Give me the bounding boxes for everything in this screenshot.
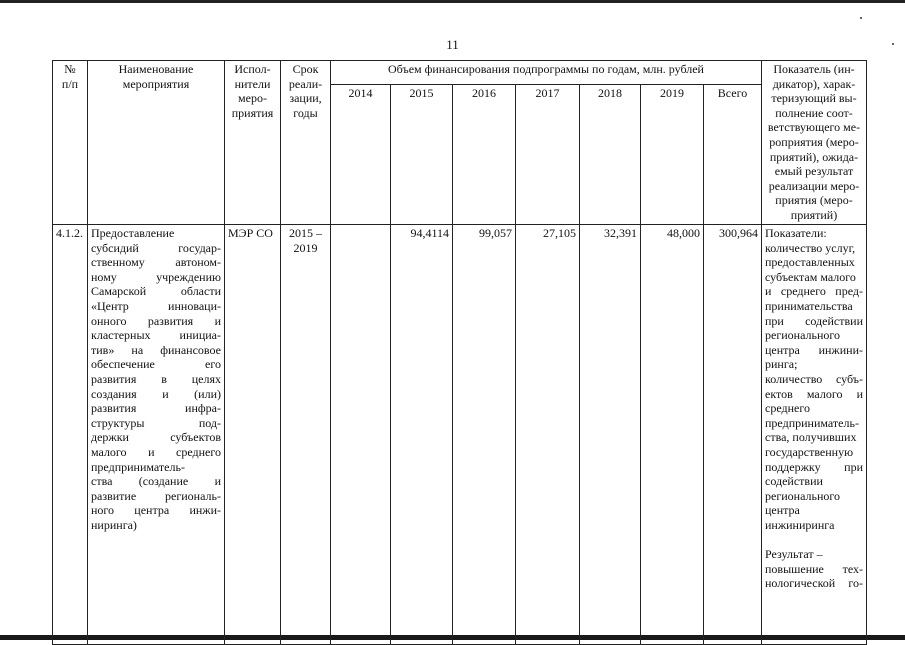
row-name-line: субсидий государ- [91, 240, 221, 255]
row-name-line: обеспечение его [91, 357, 221, 372]
row-name-line: «Центр инноваци- [91, 298, 221, 313]
row-indicator-line: регионального [765, 328, 841, 343]
header-executors-line: нители [234, 76, 271, 91]
row-indicator-line: регионального [765, 488, 841, 503]
header-term-line: зации, [289, 91, 322, 106]
header-name [88, 61, 225, 225]
row-executor: МЭР СО [225, 225, 281, 645]
row-indicator-line: при содействии [765, 313, 863, 328]
header-total: Всего [704, 85, 762, 225]
header-num [53, 61, 88, 225]
row-num: 4.1.2. [53, 225, 88, 645]
row-value-2019: 48,000 [641, 225, 704, 645]
row-indicator-line: Показатели: [765, 226, 827, 240]
header-funding-title: Объем финансирования подпрограммы по годам, млн. рублей [331, 61, 762, 85]
header-year-2019: 2019 [641, 85, 704, 225]
row-indicator-line: ства, получивших [765, 430, 857, 445]
row-name-line: ства (создание и [91, 474, 221, 489]
row-name-line: развития инфра- [91, 401, 221, 416]
row-name-line: развития в целях [91, 371, 221, 386]
row-name-line: ниринга) [91, 517, 137, 532]
header-indicator-line: роприятия (меро- [769, 134, 859, 149]
header-num-lines [56, 62, 84, 91]
row-name-line: структуры под- [91, 415, 221, 430]
row-name-line: Самарской области [91, 284, 221, 299]
row-indicator-line: количество субъ- [765, 371, 863, 386]
header-executors-line: Испол- [234, 62, 271, 76]
header-indicator-line: приятия (меро- [775, 193, 853, 208]
row-name-line: ственному автоном- [91, 255, 221, 270]
row-name-line: малого и среднего [91, 444, 221, 459]
row-indicator-line: ринга; [765, 357, 798, 372]
header-indicator-line: приятий) [790, 207, 838, 222]
header-term [281, 61, 331, 225]
header-executors-line: приятия [231, 105, 274, 120]
row-value-total: 300,964 [704, 225, 762, 645]
header-executors [225, 61, 281, 225]
row-indicator-line: государственную [765, 444, 854, 459]
header-indicator-line: полнение соот- [775, 105, 853, 120]
page-number: 11 [446, 37, 459, 52]
row-indicator-line: инжиниринга [765, 517, 835, 532]
row-indicator-line: предприниматель- [765, 415, 859, 430]
row-indicator-line: среднего [765, 401, 810, 416]
header-year-2015: 2015 [391, 85, 453, 225]
header-indicator-line: реализации меро- [768, 178, 860, 193]
scan-speck [860, 17, 862, 19]
header-indicator-line: теризующий вы- [771, 91, 857, 106]
row-name-line: Предоставление [91, 226, 175, 240]
header-indicator-line: Показатель (ин- [773, 62, 855, 76]
row-value-2015: 94,4114 [391, 225, 453, 645]
row-indicator-line: и среднего пред- [765, 284, 863, 299]
row-term [281, 225, 331, 645]
row-name-line: предприниматель- [91, 459, 185, 474]
header-indicator-line: дикатор), харак- [772, 76, 856, 91]
row-name-line: ному учреждению [91, 269, 221, 284]
row-indicator-line: предоставленных [765, 255, 855, 270]
row-indicator-line: количество услуг, [765, 240, 856, 255]
header-indicator-line: ветствующего ме- [767, 120, 861, 135]
header-indicator-line: емый результат [774, 164, 854, 179]
header-name-line: Наименование [118, 62, 194, 76]
funding-table [52, 60, 867, 645]
row-indicator-line: содействии [765, 474, 823, 489]
row-name-line: создания и (или) [91, 386, 221, 401]
row-indicator-line: принимательства [765, 298, 853, 313]
row-term-line: 2019 [293, 240, 318, 255]
header-num-line: п/п [61, 76, 79, 91]
header-num-line: № [64, 62, 76, 76]
header-year-2016: 2016 [453, 85, 516, 225]
row-value-2016: 99,057 [453, 225, 516, 645]
row-indicator [762, 225, 867, 645]
row-indicator-line: Результат – [765, 547, 823, 562]
row-indicator-line: поддержку при [765, 459, 863, 474]
row-name-line: развитие региональ- [91, 488, 221, 503]
row-indicator-line: повышение тех- [765, 561, 863, 576]
row-indicator-gap [765, 532, 863, 547]
row-name-line: тив» на финансовое [91, 342, 221, 357]
row-indicator-line: нологической го- [765, 576, 863, 591]
header-name-line: мероприятия [122, 76, 190, 91]
header-year-2017: 2017 [516, 85, 580, 225]
header-term-line: Срок [292, 62, 319, 76]
scan-top-edge [0, 0, 905, 3]
header-year-2018: 2018 [580, 85, 641, 225]
header-term-line: реали- [288, 76, 323, 91]
row-name [88, 225, 225, 645]
header-indicator [762, 61, 867, 225]
row-indicator-line: центра инжини- [765, 342, 863, 357]
row-term-line: 2015 – [289, 226, 322, 240]
row-name-line: держки субъектов [91, 430, 221, 445]
row-indicator-line: ектов малого и [765, 386, 863, 401]
header-indicator-line: приятий), ожида- [769, 149, 859, 164]
row-indicator-line: субъектам малого [765, 269, 856, 284]
row-value-2017: 27,105 [516, 225, 580, 645]
row-indicator-line: центра [765, 503, 800, 518]
header-term-line: годы [293, 105, 318, 120]
row-name-line: онного развития и [91, 313, 221, 328]
row-name-line: ного центра инжи- [91, 503, 221, 518]
row-name-line: кластерных инициа- [91, 328, 221, 343]
header-year-2014: 2014 [331, 85, 391, 225]
row-value-2014 [331, 225, 391, 645]
row-value-2018: 32,391 [580, 225, 641, 645]
header-executors-line: меро- [238, 91, 267, 106]
